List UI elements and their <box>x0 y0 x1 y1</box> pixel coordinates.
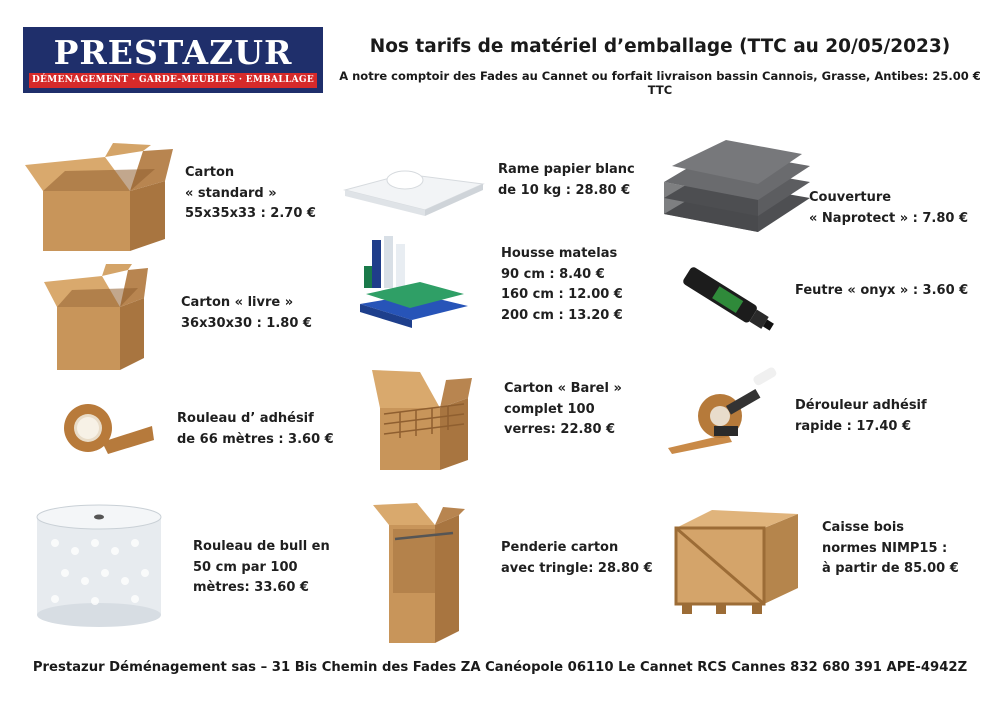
tape-roll-icon <box>62 398 157 458</box>
label-rouleau-bull: Rouleau de bull en 50 cm par 100 mètres: 33.60 € <box>193 539 330 595</box>
paper-ream-icon <box>345 160 485 218</box>
logo-wordmark: PRESTAZUR <box>53 33 293 72</box>
label-couverture: Couverture « Naprotect » : 7.80 € <box>809 190 968 226</box>
label-rame-papier: Rame papier blanc de 10 kg : 28.80 € <box>498 162 635 198</box>
mattress-cover-icon <box>360 236 470 332</box>
cardboard-box-small-icon <box>42 262 152 372</box>
logo-tagline: DÉMENAGEMENT · GARDE-MEUBLES · EMBALLAGE <box>29 73 317 88</box>
label-rouleau-adhesif: Rouleau d’ adhésif de 66 mètres : 3.60 € <box>177 411 334 447</box>
wardrobe-box-icon <box>373 503 467 645</box>
moving-blanket-icon <box>662 140 812 235</box>
tape-dispenser-icon <box>668 372 784 454</box>
label-derouleur: Dérouleur adhésif rapide : 17.40 € <box>795 398 927 434</box>
marker-pen-icon <box>673 262 783 340</box>
glassware-box-icon <box>370 368 474 472</box>
label-penderie: Penderie carton avec tringle: 28.80 € <box>501 540 653 576</box>
cardboard-box-large-icon <box>25 143 175 253</box>
page-subtitle: A notre comptoir des Fades au Cannet ou forfait livraison bassin Cannois, Grasse, Antibes: 25.00 € TTC <box>339 69 981 97</box>
label-carton-standard: Carton « standard » 55x35x33 : 2.70 € <box>185 165 316 221</box>
label-feutre: Feutre « onyx » : 3.60 € <box>795 283 969 298</box>
label-carton-livre: Carton « livre » 36x30x30 : 1.80 € <box>181 295 312 331</box>
label-caisse-bois: Caisse bois normes NIMP15 : à partir de 85.00 € <box>822 520 959 576</box>
company-footer: Prestazur Déménagement sas – 31 Bis Chemin des Fades ZA Canéopole 06110 Le Cannet RCS Cannes 832 680 391 APE-4942Z <box>32 660 968 675</box>
wooden-crate-icon <box>668 500 804 618</box>
bubble-wrap-roll-icon <box>35 503 163 628</box>
label-housse-matelas: Housse matelas 90 cm : 8.40 € 160 cm : 12.00 € 200 cm : 13.20 € <box>501 246 623 323</box>
label-carton-barel: Carton « Barel » complet 100 verres: 22.80 € <box>504 381 622 437</box>
page-title: Nos tarifs de matériel d’emballage (TTC au 20/05/2023) <box>369 36 951 57</box>
company-logo <box>23 27 323 93</box>
